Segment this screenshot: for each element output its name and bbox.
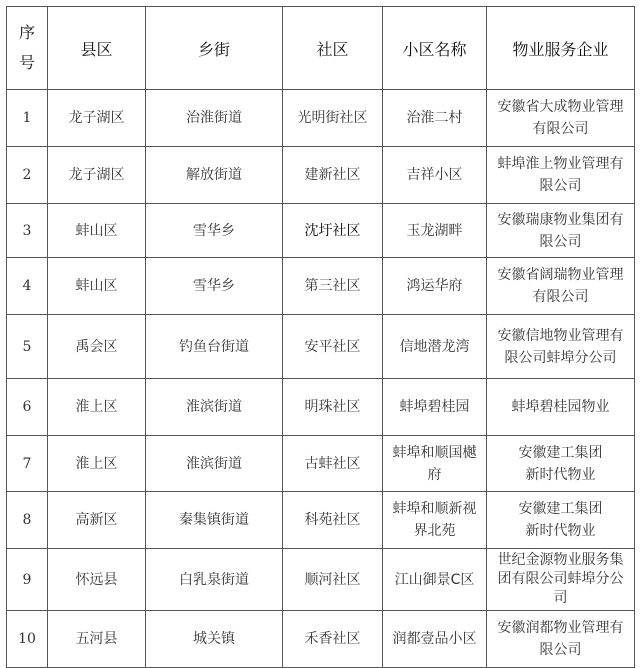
cell-company: 安徽建工集团 新时代物业 [487,492,635,549]
cell-county: 怀远县 [48,549,146,611]
cell-county: 蚌山区 [48,258,146,315]
cell-town: 淮滨街道 [146,436,283,492]
cell-index: 1 [7,90,48,147]
cell-company: 安徽建工集团 新时代物业 [487,436,635,492]
cell-company: 蚌埠碧桂园物业 [487,379,635,436]
cell-town: 解放街道 [146,147,283,204]
cell-community: 建新社区 [283,147,383,204]
cell-company: 安徽瑞康物业集团有限公司 [487,204,635,258]
cell-estate: 江山御景C区 [383,549,487,611]
cell-index: 5 [7,315,48,379]
cell-estate: 信地潜龙湾 [383,315,487,379]
cell-town: 雪华乡 [146,258,283,315]
cell-county: 淮上区 [48,379,146,436]
table-row [7,204,635,258]
cell-company: 安徽省阔瑞物业管理有限公司 [487,258,635,315]
cell-county: 禹会区 [48,315,146,379]
table-row [7,436,635,492]
cell-community: 沈圩社区 [283,204,383,258]
cell-index: 10 [7,611,48,668]
cell-town: 秦集镇街道 [146,492,283,549]
cell-town: 淮滨街道 [146,379,283,436]
cell-county: 五河县 [48,611,146,668]
cell-estate: 治淮二村 [383,90,487,147]
cell-town: 治淮街道 [146,90,283,147]
cell-county: 蚌山区 [48,204,146,258]
header-community: 社区 [283,7,383,90]
header-row [7,7,635,90]
cell-estate: 蚌埠和顺新视界北苑 [383,492,487,549]
cell-estate: 润都壹品小区 [383,611,487,668]
property-table [6,6,635,668]
cell-town: 钓鱼台街道 [146,315,283,379]
cell-estate: 蚌埠碧桂园 [383,379,487,436]
cell-community: 第三社区 [283,258,383,315]
cell-company: 安徽省大成物业管理有限公司 [487,90,635,147]
cell-community: 禾香社区 [283,611,383,668]
header-county: 县区 [48,7,146,90]
cell-community: 安平社区 [283,315,383,379]
header-town: 乡街 [146,7,283,90]
cell-company: 安徽润都物业管理有限公司 [487,611,635,668]
header-estate: 小区名称 [383,7,487,90]
cell-community: 古蚌社区 [283,436,383,492]
cell-county: 高新区 [48,492,146,549]
cell-community: 科苑社区 [283,492,383,549]
cell-index: 3 [7,204,48,258]
table-row [7,549,635,611]
cell-community: 明珠社区 [283,379,383,436]
cell-estate: 蚌埠和顺国樾府 [383,436,487,492]
table-row [7,147,635,204]
cell-index: 4 [7,258,48,315]
cell-index: 7 [7,436,48,492]
cell-town: 城关镇 [146,611,283,668]
table-row [7,379,635,436]
cell-estate: 吉祥小区 [383,147,487,204]
cell-estate: 玉龙湖畔 [383,204,487,258]
table-row [7,258,635,315]
cell-town: 白乳泉街道 [146,549,283,611]
header-index: 序 号 [7,7,48,90]
table-row [7,492,635,549]
cell-county: 龙子湖区 [48,147,146,204]
cell-index: 8 [7,492,48,549]
table-row [7,90,635,147]
cell-company: 世纪金源物业服务集团有限公司蚌埠分公司 [487,549,635,611]
cell-index: 2 [7,147,48,204]
cell-town: 雪华乡 [146,204,283,258]
cell-county: 淮上区 [48,436,146,492]
cell-company: 安徽信地物业管理有限公司蚌埠分公司 [487,315,635,379]
cell-community: 顺河社区 [283,549,383,611]
cell-index: 9 [7,549,48,611]
table-row [7,315,635,379]
cell-estate: 鸿运华府 [383,258,487,315]
cell-community: 光明街社区 [283,90,383,147]
cell-index: 6 [7,379,48,436]
cell-county: 龙子湖区 [48,90,146,147]
header-company: 物业服务企业 [487,7,635,90]
table-row [7,611,635,668]
cell-company: 蚌埠淮上物业管理有限公司 [487,147,635,204]
